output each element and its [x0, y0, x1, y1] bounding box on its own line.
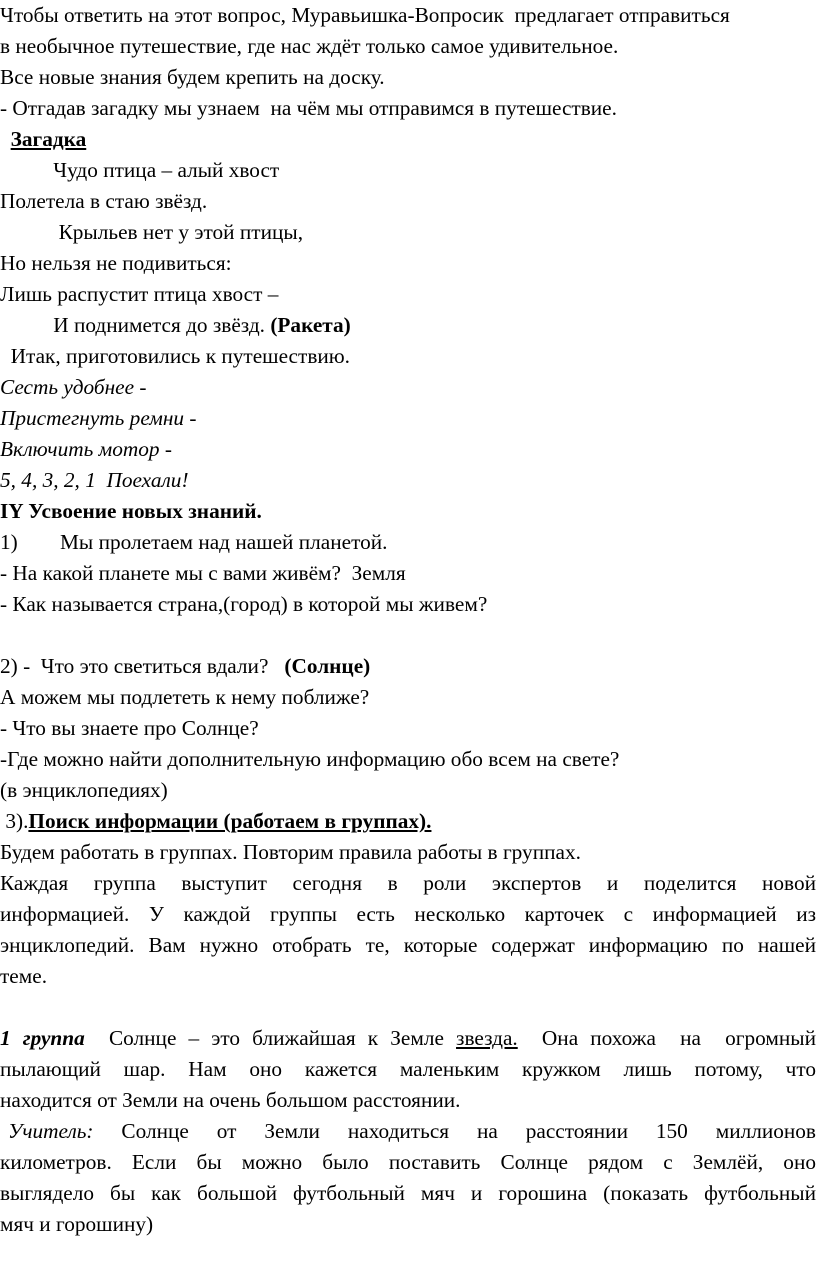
riddle-heading: Загадка: [10, 127, 87, 151]
launch-step-1: Сесть удобнее -: [0, 375, 147, 399]
riddle-line-6-text: И поднимется до звёзд.: [0, 313, 271, 337]
group1-line-1: [0, 1023, 816, 1054]
item1-question-2: - Как называется страна,(город) в которой мы живем?: [0, 592, 488, 616]
item1-line: [0, 527, 816, 558]
item3-line-1: Будем работать в группах. Повторим правила работы в группах.: [0, 840, 581, 864]
intro-line-1: Чтобы ответить на этот вопрос, Муравьишка-Вопросик предлагает отправиться: [0, 3, 730, 27]
launch-step-3: Включить мотор -: [0, 437, 172, 461]
item2-line-3: - Что вы знаете про Солнце?: [0, 716, 259, 740]
blank-line: [0, 620, 816, 651]
riddle-answer: (Ракета): [270, 313, 351, 337]
item3-heading-line: [0, 806, 816, 837]
group1-underlined: звезда.: [456, 1026, 518, 1050]
launch-step-2: Пристегнуть ремни -: [0, 406, 197, 430]
item2-line-5: (в энциклопедиях): [0, 778, 168, 802]
launch-step-4: 5, 4, 3, 2, 1 Поехали!: [0, 468, 189, 492]
item3-paragraph-line-2: информацией. У каждой группы есть несколько карточек с информацией из: [0, 902, 816, 926]
teacher-line-3: выглядело бы как большой футбольный мяч и горошина (показать футбольный: [0, 1181, 816, 1205]
riddle-line-3: Крыльев нет у этой птицы,: [0, 220, 304, 244]
item1-number: 1): [0, 530, 18, 554]
group1-line-3: находится от Земли на очень большом расстоянии.: [0, 1088, 461, 1112]
item3-paragraph-line-1: Каждая группа выступит сегодня в роли экспертов и поделится новой: [0, 871, 816, 895]
teacher-line-1-text: Солнце от Земли находиться на расстоянии 150 миллионов: [93, 1119, 816, 1143]
group1-line-2: пылающий шар. Нам оно кажется маленьким кружком лишь потому, что: [0, 1057, 816, 1081]
item2-text: 2) - Что это светиться вдали?: [0, 654, 285, 678]
item2-line-2: А можем мы подлететь к нему поближе?: [0, 685, 370, 709]
group1-text-b: Она похожа на огромный: [517, 1026, 816, 1050]
riddle-heading-indent: [0, 127, 11, 151]
riddle-line-6: [0, 310, 816, 341]
intro-line-4: - Отгадав загадку мы узнаем на чём мы отправимся в путешествие.: [0, 96, 617, 120]
blank-line: [0, 992, 816, 1023]
teacher-line-2: километров. Если бы можно было поставить Солнце рядом с Землёй, оно: [0, 1150, 816, 1174]
teacher-line-1: [0, 1116, 816, 1147]
item2-line-4: -Где можно найти дополнительную информацию обо всем на свете?: [0, 747, 620, 771]
launch-intro: Итак, приготовились к путешествию.: [0, 344, 351, 368]
intro-line-2: в необычное путешествие, где нас ждёт только самое удивительное.: [0, 34, 619, 58]
intro-line-3: Все новые знания будем крепить на доску.: [0, 65, 385, 89]
riddle-line-1: Чудо птица – алый хвост: [0, 158, 280, 182]
section4-heading: IY Усвоение новых знаний.: [0, 499, 262, 523]
riddle-line-4: Но нельзя не подивиться:: [0, 251, 232, 275]
riddle-line-5: Лишь распустит птица хвост –: [0, 282, 279, 306]
item2-line: [0, 651, 816, 682]
group1-text-a: Солнце – это ближайшая к Земле: [84, 1026, 457, 1050]
item2-answer: (Солнце): [284, 654, 371, 678]
item1-question-1: - На какой планете мы с вами живём? Земля: [0, 561, 406, 585]
item3-paragraph-line-4: теме.: [0, 964, 48, 988]
riddle-heading-line: [0, 124, 816, 155]
teacher-line-4: мяч и горошину): [0, 1212, 154, 1236]
item1-text: Мы пролетаем над нашей планетой.: [60, 530, 388, 554]
item3-paragraph-line-3: энциклопедий. Вам нужно отобрать те, которые содержат информацию по нашей: [0, 933, 816, 957]
riddle-line-2: Полетела в стаю звёзд.: [0, 189, 208, 213]
item3-number: 3).: [0, 809, 29, 833]
group1-label: 1 группа: [0, 1026, 85, 1050]
teacher-label: Учитель:: [8, 1119, 94, 1143]
item3-title: Поиск информации (работаем в группах).: [28, 809, 432, 833]
